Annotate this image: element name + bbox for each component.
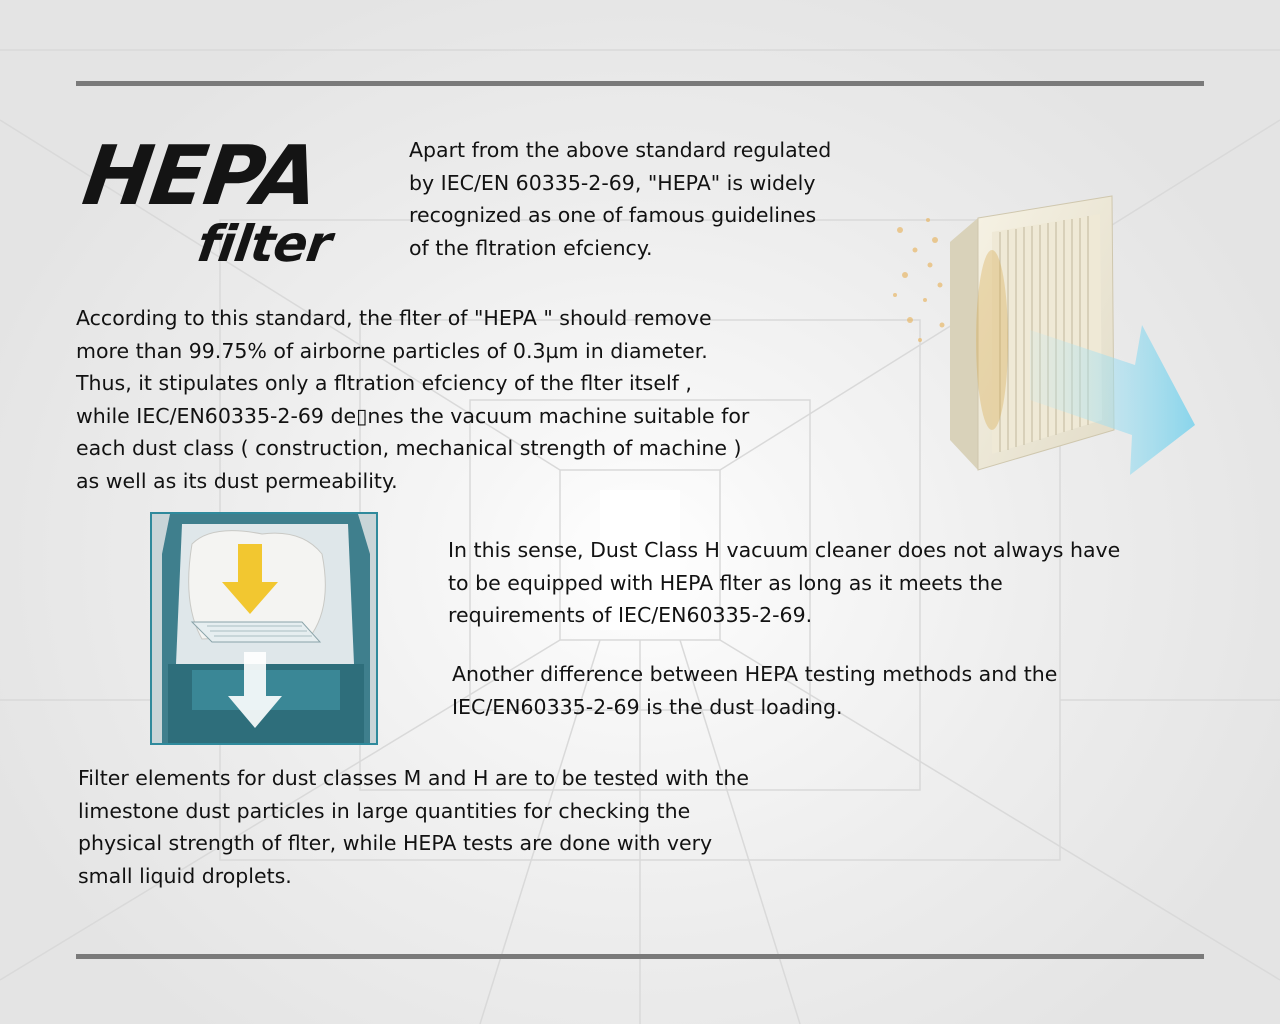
intro-line: by IEC/EN 60335-2-69, "HEPA" is widely bbox=[409, 170, 816, 195]
vacuum-cutaway-illustration bbox=[150, 512, 378, 745]
intro-line: Apart from the above standard regulated bbox=[409, 138, 832, 162]
logo-hepa-text: HEPA bbox=[77, 129, 324, 224]
standard-line: more than 99.75% of airborne particles of 0.3µm in diameter. bbox=[76, 338, 708, 363]
elements-line: Filter elements for dust classes M and H are to be tested with the bbox=[78, 766, 749, 790]
elements-line: limestone dust particles in large quantities for checking the bbox=[78, 798, 691, 823]
intro-line: of the fltration efciency. bbox=[409, 235, 653, 260]
sense-line: In this sense, Dust Class H vacuum cleaner does not always have bbox=[448, 538, 1121, 562]
standard-line: as well as its dust permeability. bbox=[76, 468, 398, 493]
difference-paragraph bbox=[452, 658, 1057, 723]
bottom-divider bbox=[76, 954, 1204, 959]
standard-line: while IEC/EN60335-2-69 de▯nes the vacuum machine suitable for bbox=[76, 403, 750, 428]
top-divider bbox=[76, 81, 1204, 86]
logo-filter-text: filter bbox=[193, 215, 335, 273]
sense-line: requirements of IEC/EN60335-2-69. bbox=[448, 603, 813, 627]
intro-line: recognized as one of famous guidelines bbox=[409, 203, 817, 227]
elements-line: physical strength of flter, while HEPA tests are done with very bbox=[78, 831, 713, 855]
elements-line: small liquid droplets. bbox=[78, 863, 292, 888]
standard-line: According to this standard, the flter of "HEPA " should remove bbox=[76, 306, 712, 330]
intro-paragraph bbox=[409, 134, 831, 264]
hepa-filter-logo bbox=[77, 129, 374, 273]
sense-line: to be equipped with HEPA flter as long as it meets the bbox=[448, 570, 1003, 595]
hepa-filter-illustration bbox=[880, 180, 1210, 500]
difference-line: Another difference between HEPA testing methods and the bbox=[452, 662, 1058, 686]
standard-paragraph bbox=[76, 302, 749, 497]
standard-line: Thus, it stipulates only a fltration efciency of the flter itself , bbox=[76, 371, 692, 395]
standard-line: each dust class ( construction, mechanical strength of machine ) bbox=[76, 436, 742, 460]
filter-elements-paragraph bbox=[78, 762, 749, 892]
difference-line: IEC/EN60335-2-69 is the dust loading. bbox=[452, 694, 843, 719]
sense-paragraph bbox=[448, 534, 1120, 632]
